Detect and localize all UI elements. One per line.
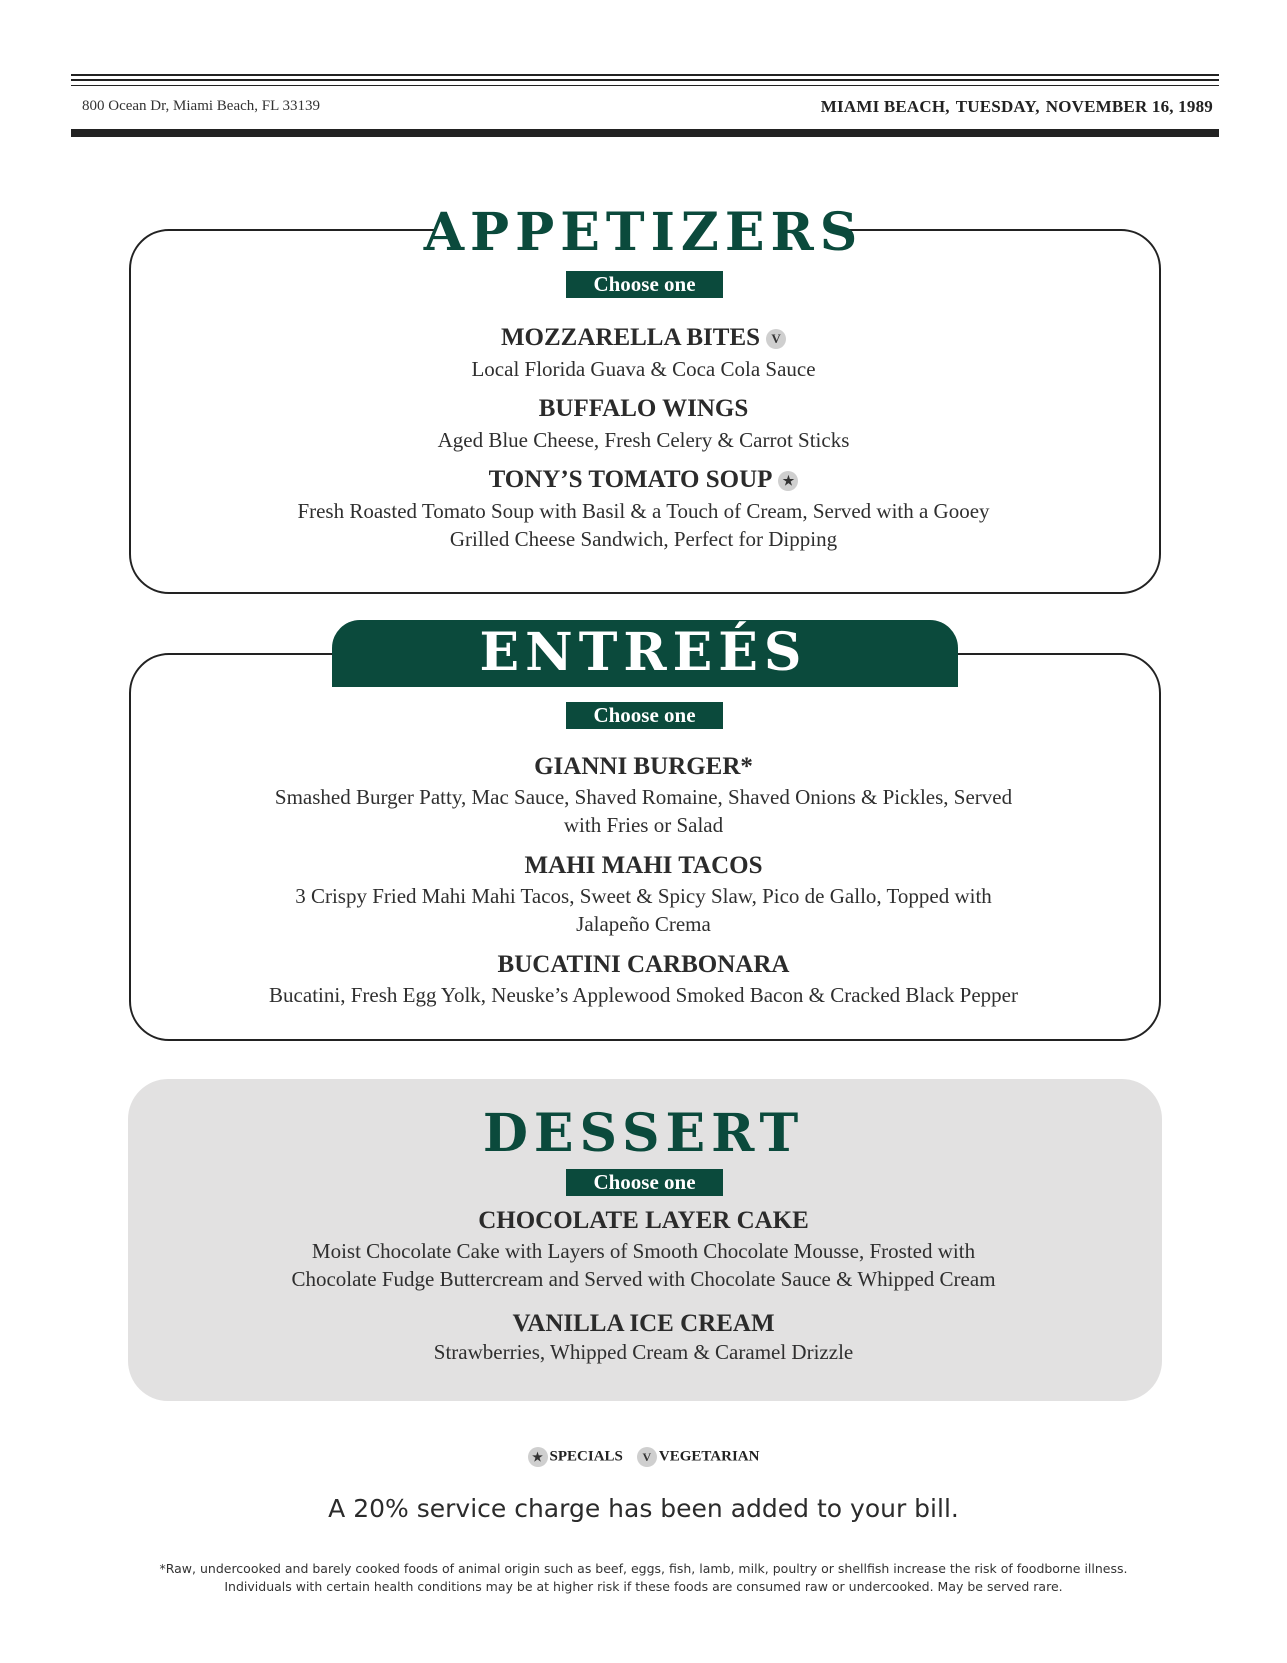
menu-item-gianni-burger: GIANNI BURGER* — [534, 753, 753, 780]
menu-date — [815, 97, 1213, 117]
item-description: Grilled Cheese Sandwich, Perfect for Dipping — [449, 527, 838, 551]
food-safety-disclaimer — [0, 1560, 1287, 1596]
item-description: Local Florida Guava & Coca Cola Sauce — [471, 357, 816, 381]
header-rule-bottom — [71, 129, 1219, 137]
star-icon: ★ — [778, 471, 798, 491]
header-rule-top-1 — [71, 74, 1219, 76]
item-description: Strawberries, Whipped Cream & Caramel Drizzle — [433, 1340, 854, 1364]
item-description: Moist Chocolate Cake with Layers of Smooth Chocolate Mousse, Frosted with — [311, 1239, 976, 1263]
service-charge-note: A 20% service charge has been added to your bill. — [328, 1494, 959, 1523]
dessert-choose-one: Choose one — [566, 1169, 723, 1196]
item-name: TONY’S TOMATO SOUP — [488, 466, 773, 493]
appetizers-choose-one: Choose one — [566, 271, 723, 298]
date-day: TUESDAY, — [955, 97, 1040, 116]
item-description: Chocolate Fudge Buttercream and Served with Chocolate Sauce & Whipped Cream — [291, 1267, 996, 1291]
menu-item-vanilla-ice-cream: VANILLA ICE CREAM — [512, 1310, 775, 1337]
appetizers-title: APPETIZERS — [423, 202, 864, 263]
item-description: 3 Crispy Fried Mahi Mahi Tacos, Sweet & Spicy Slaw, Pico de Gallo, Topped with — [295, 884, 992, 908]
menu-item-mahi-mahi-tacos: MAHI MAHI TACOS — [524, 852, 763, 879]
item-name: MOZZARELLA BITES — [500, 324, 761, 351]
legend — [0, 1447, 1287, 1467]
entrees-choose-one: Choose one — [566, 702, 723, 729]
legend-vegetarian: VEGETARIAN — [658, 1448, 760, 1465]
disclaimer-line: *Raw, undercooked and barely cooked foods of animal origin such as beef, eggs, fish, lamb, milk, poultry or shellfish increase the risk of foodborne illness. — [159, 1561, 1128, 1576]
restaurant-address: 800 Ocean Dr, Miami Beach, FL 33139 — [82, 98, 320, 114]
header-rule-top-2 — [71, 79, 1219, 81]
menu-item-tonys-tomato-soup — [0, 466, 1287, 494]
entrees-title: ENTREÉS — [479, 622, 808, 683]
menu-item-chocolate-layer-cake: CHOCOLATE LAYER CAKE — [478, 1207, 809, 1234]
menu-item-mozzarella-bites — [0, 324, 1287, 352]
item-description: with Fries or Salad — [563, 813, 724, 837]
disclaimer-line: Individuals with certain health conditions may be at higher risk if these foods are consumed raw or undercooked. May be served rare. — [224, 1579, 1063, 1594]
item-description: Jalapeño Crema — [576, 912, 711, 936]
legend-specials: SPECIALS — [549, 1448, 623, 1465]
menu-item-bucatini-carbonara: BUCATINI CARBONARA — [497, 951, 790, 978]
star-icon: ★ — [528, 1447, 548, 1467]
dessert-title: DESSERT — [482, 1103, 805, 1164]
date-city: MIAMI BEACH, — [820, 97, 950, 116]
item-description: Smashed Burger Patty, Mac Sauce, Shaved Romaine, Shaved Onions & Pickles, Served — [274, 785, 1013, 809]
vegetarian-icon: V — [637, 1447, 657, 1467]
item-description: Aged Blue Cheese, Fresh Celery & Carrot Sticks — [437, 428, 850, 452]
date-full: NOVEMBER 16, 1989 — [1045, 97, 1213, 116]
vegetarian-icon: V — [766, 329, 786, 349]
header-rule-top-3 — [71, 85, 1219, 86]
item-description: Bucatini, Fresh Egg Yolk, Neuske’s Applewood Smoked Bacon & Cracked Black Pepper — [269, 983, 1018, 1007]
menu-item-buffalo-wings: BUFFALO WINGS — [538, 395, 749, 422]
item-description: Fresh Roasted Tomato Soup with Basil & a Touch of Cream, Served with a Gooey — [297, 499, 990, 523]
